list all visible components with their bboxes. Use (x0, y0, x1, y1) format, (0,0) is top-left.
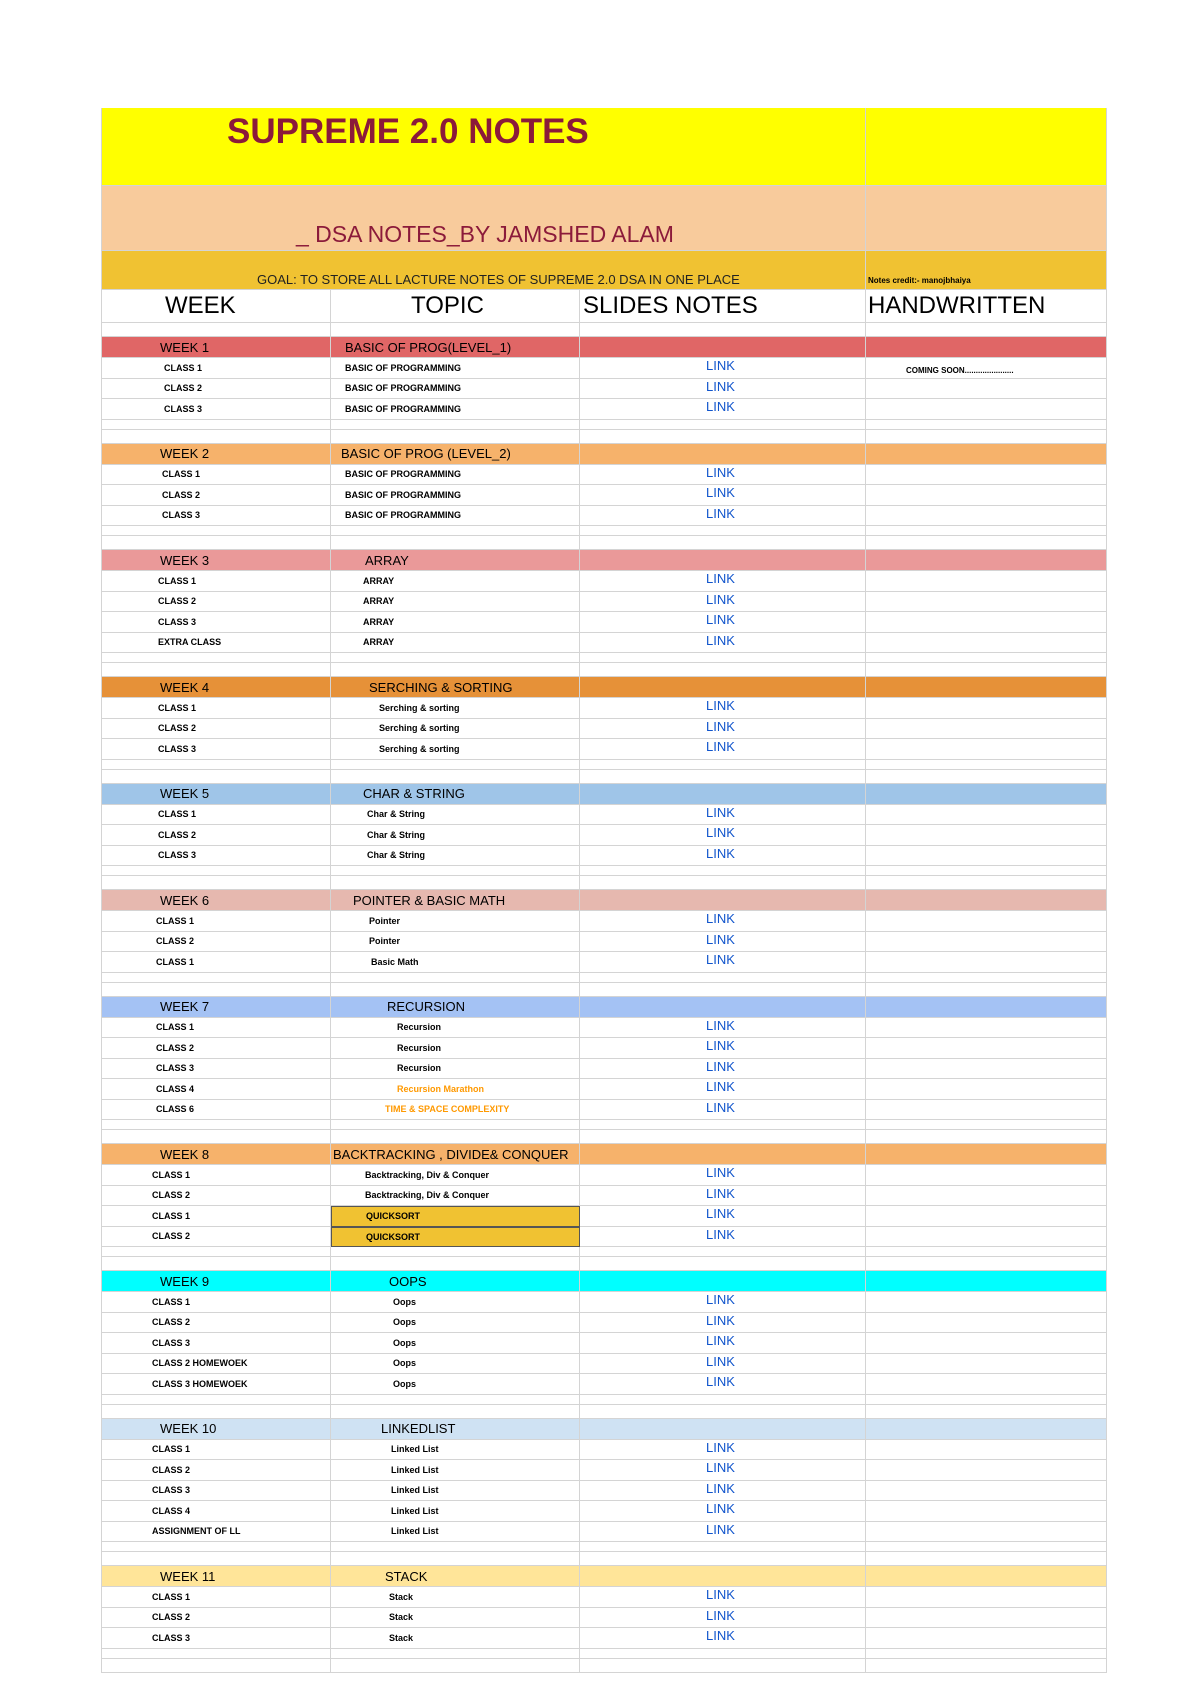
spacer-row (101, 770, 1107, 784)
class-topic: Pointer (331, 932, 580, 953)
class-topic: Char & String (331, 846, 580, 867)
table-row (101, 1628, 1107, 1649)
class-topic: Oops (331, 1354, 580, 1375)
subtitle-empty-cell (866, 186, 1107, 251)
table-row (101, 1206, 1107, 1227)
handwritten-note (866, 698, 1107, 719)
class-topic: BASIC OF PROGRAMMING (331, 506, 580, 527)
header-slides-notes: SLIDES NOTES (580, 290, 866, 323)
spacer-row (101, 653, 1107, 663)
handwritten-note (866, 1587, 1107, 1608)
slides-link[interactable]: LINK (580, 952, 866, 973)
class-label: CLASS 3 (101, 739, 331, 760)
class-topic: Oops (331, 1292, 580, 1313)
class-topic: Recursion (331, 1038, 580, 1059)
table-row (101, 952, 1107, 973)
spacer-row (101, 536, 1107, 550)
class-label: CLASS 1 (101, 698, 331, 719)
class-label: CLASS 2 (101, 485, 331, 506)
spacer-row (101, 1395, 1107, 1405)
credit-text: Notes credit:- manojbhaiya (866, 251, 1107, 290)
handwritten-note (866, 465, 1107, 486)
week-label: WEEK 11 (101, 1566, 331, 1587)
table-row (101, 1374, 1107, 1395)
week-header-row (101, 1419, 1107, 1440)
class-label: ASSIGNMENT OF LL (101, 1522, 331, 1543)
slides-link[interactable]: LINK (580, 719, 866, 740)
header-topic: TOPIC (331, 290, 580, 323)
week-label: WEEK 5 (101, 784, 331, 805)
spacer-row (101, 1257, 1107, 1271)
week-topic: CHAR & STRING (331, 784, 580, 805)
handwritten-note (866, 1292, 1107, 1313)
class-topic: Oops (331, 1374, 580, 1395)
spacer-row (101, 1659, 1107, 1673)
slides-link[interactable]: LINK (580, 911, 866, 932)
week-topic: ARRAY (331, 550, 580, 571)
class-topic: Linked List (331, 1440, 580, 1461)
week-slides-cell (580, 1144, 866, 1165)
class-label: CLASS 1 (101, 1587, 331, 1608)
class-label: CLASS 3 (101, 846, 331, 867)
class-topic: TIME & SPACE COMPLEXITY (331, 1100, 580, 1121)
handwritten-note (866, 1354, 1107, 1375)
class-topic: BASIC OF PROGRAMMING (331, 465, 580, 486)
week-header-row (101, 677, 1107, 698)
class-label: CLASS 3 (101, 1059, 331, 1080)
handwritten-note (866, 1608, 1107, 1629)
week-header-row (101, 1271, 1107, 1292)
slides-link[interactable]: LINK (580, 1292, 866, 1313)
class-topic: Recursion (331, 1018, 580, 1039)
week-slides-cell (580, 1419, 866, 1440)
slides-link[interactable]: LINK (580, 932, 866, 953)
spacer-row (101, 1649, 1107, 1659)
week-header-row (101, 337, 1107, 358)
slides-link[interactable]: LINK (580, 1608, 866, 1629)
week-slides-cell (580, 337, 866, 358)
slides-link[interactable]: LINK (580, 1354, 866, 1375)
week-header-row (101, 997, 1107, 1018)
class-label: CLASS 2 (101, 1460, 331, 1481)
handwritten-note: COMING SOON...................... (866, 358, 1107, 379)
slides-link[interactable]: LINK (580, 1460, 866, 1481)
week-slides-cell (580, 444, 866, 465)
class-label: CLASS 1 (101, 1206, 331, 1227)
week-topic: POINTER & BASIC MATH (331, 890, 580, 911)
handwritten-note (866, 719, 1107, 740)
spacer-row (101, 430, 1107, 444)
slides-link[interactable]: LINK (580, 698, 866, 719)
week-slides-cell (580, 677, 866, 698)
week-label: WEEK 9 (101, 1271, 331, 1292)
table-row (101, 825, 1107, 846)
slides-link[interactable]: LINK (580, 846, 866, 867)
spacer-row (101, 1552, 1107, 1566)
table-row (101, 399, 1107, 420)
handwritten-note (866, 1186, 1107, 1207)
slides-link[interactable]: LINK (580, 1374, 866, 1395)
slides-link[interactable]: LINK (580, 506, 866, 527)
goal-row (101, 251, 1107, 290)
week-slides-cell (580, 1271, 866, 1292)
table-row (101, 805, 1107, 826)
slides-link[interactable]: LINK (580, 1018, 866, 1039)
week-header-row (101, 784, 1107, 805)
slides-link[interactable]: LINK (580, 592, 866, 613)
week-label: WEEK 6 (101, 890, 331, 911)
spacer-row (101, 973, 1107, 983)
class-topic: QUICKSORT (331, 1227, 580, 1248)
table-row (101, 1038, 1107, 1059)
week-slides-cell (580, 997, 866, 1018)
slides-link[interactable]: LINK (580, 1501, 866, 1522)
handwritten-note (866, 932, 1107, 953)
goal-text: GOAL: TO STORE ALL LACTURE NOTES OF SUPREME 2.0 DSA IN ONE PLACE (101, 251, 866, 290)
class-topic: BASIC OF PROGRAMMING (331, 379, 580, 400)
spacer-row (101, 983, 1107, 997)
class-label: CLASS 1 (101, 805, 331, 826)
week-hand-cell (866, 550, 1107, 571)
handwritten-note (866, 1501, 1107, 1522)
slides-link[interactable]: LINK (580, 379, 866, 400)
handwritten-note (866, 1227, 1107, 1248)
table-row (101, 739, 1107, 760)
class-topic: ARRAY (331, 571, 580, 592)
slides-link[interactable]: LINK (580, 1313, 866, 1334)
notes-sheet (101, 108, 1107, 1673)
class-label: CLASS 2 (101, 1038, 331, 1059)
slides-link[interactable]: LINK (580, 1165, 866, 1186)
handwritten-note (866, 1440, 1107, 1461)
weeks-container (101, 337, 1107, 1673)
slides-link[interactable]: LINK (580, 739, 866, 760)
page-title: SUPREME 2.0 NOTES (101, 108, 866, 186)
week-hand-cell (866, 677, 1107, 698)
slides-link[interactable]: LINK (580, 1038, 866, 1059)
slides-link[interactable]: LINK (580, 1059, 866, 1080)
slides-link[interactable]: LINK (580, 1186, 866, 1207)
handwritten-note (866, 1018, 1107, 1039)
table-row (101, 698, 1107, 719)
slides-link[interactable]: LINK (580, 825, 866, 846)
slides-link[interactable]: LINK (580, 1333, 866, 1354)
week-hand-cell (866, 997, 1107, 1018)
table-row (101, 1292, 1107, 1313)
handwritten-note (866, 739, 1107, 760)
table-row (101, 1018, 1107, 1039)
class-label: CLASS 2 HOMEWOEK (101, 1354, 331, 1375)
class-label: CLASS 2 (101, 825, 331, 846)
table-row (101, 379, 1107, 400)
table-row (101, 592, 1107, 613)
class-label: CLASS 4 (101, 1501, 331, 1522)
handwritten-note (866, 911, 1107, 932)
table-row (101, 1059, 1107, 1080)
class-label: CLASS 4 (101, 1079, 331, 1100)
class-label: CLASS 2 (101, 1227, 331, 1248)
slides-link[interactable]: LINK (580, 1587, 866, 1608)
table-row (101, 1587, 1107, 1608)
class-label: CLASS 1 (101, 1165, 331, 1186)
week-header-row (101, 550, 1107, 571)
handwritten-note (866, 1206, 1107, 1227)
header-handwritten: HANDWRITTEN (866, 290, 1107, 323)
header-week: WEEK (101, 290, 331, 323)
class-topic: Serching & sorting (331, 739, 580, 760)
week-hand-cell (866, 784, 1107, 805)
class-topic: ARRAY (331, 633, 580, 654)
class-topic: Linked List (331, 1481, 580, 1502)
week-header-row (101, 444, 1107, 465)
table-row (101, 465, 1107, 486)
handwritten-note (866, 1374, 1107, 1395)
handwritten-note (866, 1522, 1107, 1543)
week-label: WEEK 3 (101, 550, 331, 571)
class-topic: Recursion (331, 1059, 580, 1080)
class-topic: Pointer (331, 911, 580, 932)
handwritten-note (866, 379, 1107, 400)
class-label: CLASS 1 (101, 1292, 331, 1313)
class-label: CLASS 3 HOMEWOEK (101, 1374, 331, 1395)
week-topic: SERCHING & SORTING (331, 677, 580, 698)
class-topic: Char & String (331, 825, 580, 846)
table-row (101, 719, 1107, 740)
title-empty-cell (866, 108, 1107, 186)
table-row (101, 485, 1107, 506)
spacer-row (101, 760, 1107, 770)
spacer-row (101, 1542, 1107, 1552)
class-label: CLASS 2 (101, 719, 331, 740)
week-topic: BASIC OF PROG (LEVEL_2) (331, 444, 580, 465)
class-topic: BASIC OF PROGRAMMING (331, 399, 580, 420)
handwritten-note (866, 612, 1107, 633)
slides-link[interactable]: LINK (580, 399, 866, 420)
week-topic: LINKEDLIST (331, 1419, 580, 1440)
week-hand-cell (866, 1566, 1107, 1587)
table-row (101, 358, 1107, 379)
slides-link[interactable]: LINK (580, 805, 866, 826)
slides-link[interactable]: LINK (580, 485, 866, 506)
slides-link[interactable]: LINK (580, 358, 866, 379)
week-hand-cell (866, 890, 1107, 911)
slides-link[interactable]: LINK (580, 1522, 866, 1543)
handwritten-note (866, 1481, 1107, 1502)
header-row (101, 290, 1107, 323)
table-row (101, 1165, 1107, 1186)
class-topic: Serching & sorting (331, 719, 580, 740)
class-label: CLASS 1 (101, 911, 331, 932)
handwritten-note (866, 1460, 1107, 1481)
table-row (101, 1481, 1107, 1502)
class-label: CLASS 2 (101, 1608, 331, 1629)
class-label: EXTRA CLASS (101, 633, 331, 654)
spacer-row (101, 663, 1107, 677)
class-label: CLASS 1 (101, 358, 331, 379)
spacer-row (101, 1130, 1107, 1144)
slides-link[interactable]: LINK (580, 612, 866, 633)
week-slides-cell (580, 890, 866, 911)
table-row (101, 1100, 1107, 1121)
class-topic: Basic Math (331, 952, 580, 973)
class-label: CLASS 2 (101, 932, 331, 953)
title-row (101, 108, 1107, 186)
class-topic: Linked List (331, 1522, 580, 1543)
week-header-row (101, 1566, 1107, 1587)
handwritten-note (866, 1079, 1107, 1100)
class-topic: Oops (331, 1313, 580, 1334)
handwritten-note (866, 633, 1107, 654)
handwritten-note (866, 1100, 1107, 1121)
class-topic: ARRAY (331, 592, 580, 613)
table-row (101, 1186, 1107, 1207)
week-slides-cell (580, 784, 866, 805)
table-row (101, 506, 1107, 527)
spacer-row (101, 1405, 1107, 1419)
table-row (101, 1313, 1107, 1334)
handwritten-note (866, 825, 1107, 846)
week-topic: BACKTRACKING , DIVIDE& CONQUER (331, 1144, 580, 1165)
class-topic: Backtracking, Div & Conquer (331, 1165, 580, 1186)
week-hand-cell (866, 1419, 1107, 1440)
handwritten-note (866, 592, 1107, 613)
week-topic: RECURSION (331, 997, 580, 1018)
handwritten-note (866, 399, 1107, 420)
class-label: CLASS 3 (101, 506, 331, 527)
table-row (101, 1460, 1107, 1481)
handwritten-note (866, 506, 1107, 527)
class-label: CLASS 6 (101, 1100, 331, 1121)
slides-link[interactable]: LINK (580, 571, 866, 592)
spacer-row (101, 1120, 1107, 1130)
week-header-row (101, 890, 1107, 911)
class-label: CLASS 1 (101, 571, 331, 592)
class-topic: Serching & sorting (331, 698, 580, 719)
handwritten-note (866, 846, 1107, 867)
table-row (101, 932, 1107, 953)
slides-link[interactable]: LINK (580, 633, 866, 654)
table-row (101, 633, 1107, 654)
class-topic: Linked List (331, 1501, 580, 1522)
week-hand-cell (866, 337, 1107, 358)
table-row (101, 1608, 1107, 1629)
week-label: WEEK 1 (101, 337, 331, 358)
slides-link[interactable]: LINK (580, 1440, 866, 1461)
week-label: WEEK 4 (101, 677, 331, 698)
handwritten-note (866, 805, 1107, 826)
class-topic: Stack (331, 1628, 580, 1649)
table-row (101, 1440, 1107, 1461)
class-label: CLASS 1 (101, 1018, 331, 1039)
week-slides-cell (580, 1566, 866, 1587)
class-topic: Stack (331, 1608, 580, 1629)
handwritten-note (866, 1059, 1107, 1080)
handwritten-note (866, 952, 1107, 973)
table-row (101, 571, 1107, 592)
table-row (101, 1501, 1107, 1522)
slides-link[interactable]: LINK (580, 1628, 866, 1649)
class-label: CLASS 1 (101, 1440, 331, 1461)
week-slides-cell (580, 550, 866, 571)
class-label: CLASS 3 (101, 1333, 331, 1354)
class-label: CLASS 3 (101, 1628, 331, 1649)
week-hand-cell (866, 1271, 1107, 1292)
week-hand-cell (866, 1144, 1107, 1165)
week-topic: STACK (331, 1566, 580, 1587)
slides-link[interactable]: LINK (580, 1079, 866, 1100)
table-row (101, 612, 1107, 633)
class-label: CLASS 2 (101, 1313, 331, 1334)
class-topic: QUICKSORT (331, 1206, 580, 1227)
handwritten-note (866, 1628, 1107, 1649)
week-label: WEEK 10 (101, 1419, 331, 1440)
class-topic: Backtracking, Div & Conquer (331, 1186, 580, 1207)
class-topic: Stack (331, 1587, 580, 1608)
table-row (101, 1079, 1107, 1100)
spacer-row (101, 876, 1107, 890)
handwritten-note (866, 1165, 1107, 1186)
class-topic: Linked List (331, 1460, 580, 1481)
class-label: CLASS 2 (101, 1186, 331, 1207)
week-label: WEEK 2 (101, 444, 331, 465)
class-topic: Recursion Marathon (331, 1079, 580, 1100)
slides-link[interactable]: LINK (580, 1100, 866, 1121)
class-topic: Char & String (331, 805, 580, 826)
handwritten-note (866, 571, 1107, 592)
week-topic: BASIC OF PROG(LEVEL_1) (331, 337, 580, 358)
slides-link[interactable]: LINK (580, 1481, 866, 1502)
slides-link[interactable]: LINK (580, 1227, 866, 1248)
handwritten-note (866, 1038, 1107, 1059)
table-row (101, 1227, 1107, 1248)
week-label: WEEK 8 (101, 1144, 331, 1165)
week-header-row (101, 1144, 1107, 1165)
subtitle-row (101, 186, 1107, 251)
class-label: CLASS 2 (101, 379, 331, 400)
class-label: CLASS 3 (101, 1481, 331, 1502)
spacer-row (101, 1247, 1107, 1257)
handwritten-note (866, 1313, 1107, 1334)
slides-link[interactable]: LINK (580, 1206, 866, 1227)
handwritten-note (866, 485, 1107, 506)
class-topic: ARRAY (331, 612, 580, 633)
class-label: CLASS 3 (101, 612, 331, 633)
week-topic: OOPS (331, 1271, 580, 1292)
table-row (101, 1354, 1107, 1375)
table-row (101, 1522, 1107, 1543)
week-hand-cell (866, 444, 1107, 465)
class-topic: BASIC OF PROGRAMMING (331, 485, 580, 506)
table-row (101, 911, 1107, 932)
week-label: WEEK 7 (101, 997, 331, 1018)
spacer-row (101, 323, 1107, 337)
handwritten-note (866, 1333, 1107, 1354)
class-topic: BASIC OF PROGRAMMING (331, 358, 580, 379)
spacer-row (101, 420, 1107, 430)
class-label: CLASS 3 (101, 399, 331, 420)
spacer-row (101, 526, 1107, 536)
table-row (101, 1333, 1107, 1354)
spacer-row (101, 866, 1107, 876)
class-label: CLASS 1 (101, 465, 331, 486)
slides-link[interactable]: LINK (580, 465, 866, 486)
class-topic: Oops (331, 1333, 580, 1354)
class-label: CLASS 2 (101, 592, 331, 613)
table-row (101, 846, 1107, 867)
class-label: CLASS 1 (101, 952, 331, 973)
page-subtitle: _ DSA NOTES_BY JAMSHED ALAM (101, 186, 866, 251)
